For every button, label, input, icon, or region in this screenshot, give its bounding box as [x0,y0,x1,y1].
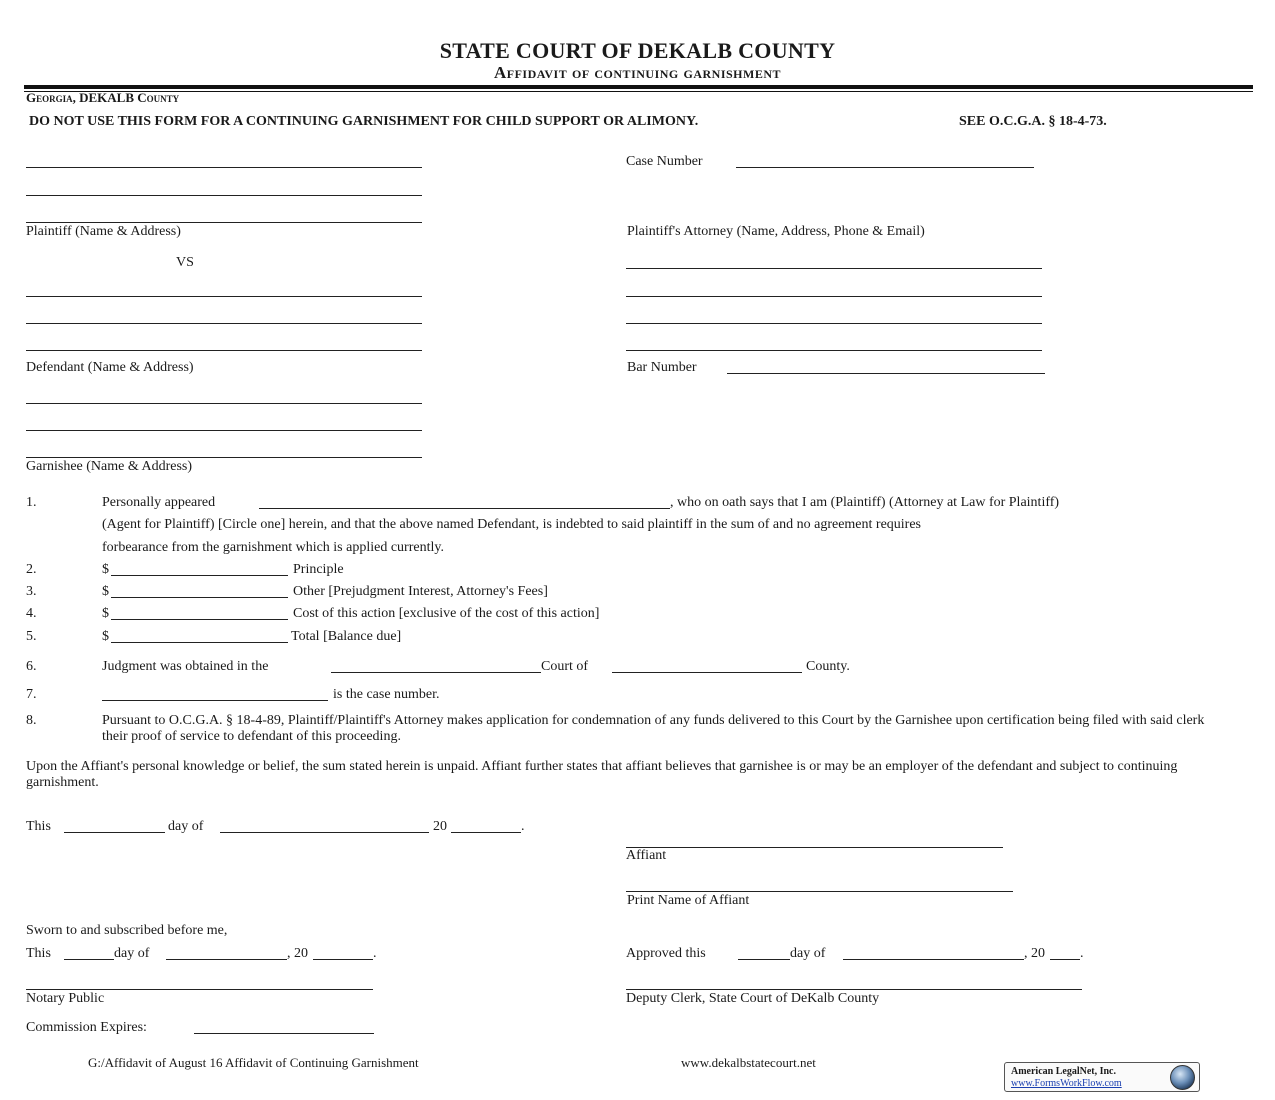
judgment-court-field[interactable] [331,672,541,673]
year-prefix: 20 [433,819,447,834]
plaintiff-line-2[interactable] [26,195,422,196]
period: . [521,819,525,834]
globe-icon [1170,1065,1195,1090]
item-8-number: 8. [26,713,37,728]
commission-date-field[interactable] [194,1033,374,1034]
garnishee-label: Garnishee (Name & Address) [26,459,193,474]
item-7-number: 7. [26,687,37,702]
item-2-number: 2. [26,562,37,577]
dollar-sign: $ [102,629,109,644]
item-5-text: Total [Balance due] [291,629,402,644]
judgment-county-field[interactable] [612,672,802,673]
notary-year-field[interactable] [313,959,373,960]
item-3-text: Other [Prejudgment Interest, Attorney's Fees] [293,584,548,599]
plaintiff-line-3[interactable] [26,222,422,223]
plaintiff-line-1[interactable] [26,167,422,168]
affiant-statement: Upon the Affiant's personal knowledge or belief, the sum stated herein is unpaid. Affiant further states that affiant believes that garnishee is or may be an employer of the defendant and subject to continuing garnishment. [26,759,1178,790]
approved-period: . [1080,946,1084,961]
footer-website[interactable]: www.dekalbstatecourt.net [681,1055,816,1070]
day-of-label: day of [168,819,204,834]
principle-amount-field[interactable] [111,575,288,576]
defendant-line-3[interactable] [26,350,422,351]
attorney-line-3[interactable] [626,323,1042,324]
other-amount-field[interactable] [111,597,288,598]
header-rule-thin [24,91,1253,92]
defendant-line-1[interactable] [26,296,422,297]
item-7-text: is the case number. [333,687,440,702]
form-title: Affidavit of continuing garnishment [494,63,781,82]
logo-url[interactable]: www.FormsWorkFlow.com [1011,1078,1122,1089]
item-1-text-c: (Agent for Plaintiff) [Circle one] herein, and that the above named Defendant, is indebted to said plaintiff in the sum of and no agreement requires [102,517,921,532]
attorney-label: Plaintiff's Attorney (Name, Address, Phone & Email) [627,224,925,239]
item-8-text: Pursuant to O.C.G.A. § 18-4-89, Plaintiff/Plaintiff's Attorney makes application for condemnation of any funds delivered to this Court by the Garnishee upon certification being filed with said clerk their proof of service to defendant of this proceeding. [102,713,1205,744]
item-6-text-c: County. [806,659,850,674]
print-name-label: Print Name of Affiant [627,893,750,908]
deputy-clerk-label: Deputy Clerk, State Court of DeKalb County [626,991,880,1006]
approved-month-field[interactable] [843,959,1024,960]
approved-day-of-label: day of [790,946,826,961]
bar-number-label: Bar Number [627,360,697,375]
appeared-name-field[interactable] [259,508,670,509]
dollar-sign: $ [102,606,109,621]
versus-label: VS [176,255,194,270]
affiant-print-name-field[interactable] [626,891,1013,892]
dollar-sign: $ [102,584,109,599]
case-number-field[interactable] [736,167,1034,168]
american-legalnet-logo[interactable] [1004,1062,1200,1092]
header-rule-thick [24,85,1253,89]
approved-label: Approved this [626,946,706,961]
attorney-line-2[interactable] [626,296,1042,297]
notary-period: . [373,946,377,961]
item-1-text-a: Personally appeared [102,495,216,510]
notary-year-prefix: , 20 [287,946,308,961]
warning-reference: SEE O.C.G.A. § 18-4-73. [959,114,1107,129]
year-field[interactable] [451,832,521,833]
month-field[interactable] [220,832,429,833]
garnishee-line-3[interactable] [26,457,422,458]
approved-year-field[interactable] [1050,959,1080,960]
total-amount-field[interactable] [111,642,288,643]
notary-this-label: This [26,946,51,961]
notary-day-of-label: day of [114,946,150,961]
plaintiff-label: Plaintiff (Name & Address) [26,224,181,239]
item-4-text: Cost of this action [exclusive of the cost of this action] [293,606,600,621]
logo-company-name: American LegalNet, Inc. [1011,1066,1116,1077]
notary-signature-field[interactable] [26,989,373,990]
day-field[interactable] [64,832,165,833]
affiant-signature-field[interactable] [626,847,1003,848]
approved-day-field[interactable] [738,959,790,960]
approved-year-prefix: , 20 [1024,946,1045,961]
dollar-sign: $ [102,562,109,577]
item-1-number: 1. [26,495,37,510]
cost-amount-field[interactable] [111,619,288,620]
commission-label: Commission Expires: [26,1020,147,1035]
court-title: STATE COURT OF DEKALB COUNTY [439,38,836,63]
item-6-number: 6. [26,659,37,674]
item-5-number: 5. [26,629,37,644]
garnishee-line-2[interactable] [26,430,422,431]
item-3-number: 3. [26,584,37,599]
attorney-line-1[interactable] [626,268,1042,269]
footer-file-path: G:/Affidavit of August 16 Affidavit of Continuing Garnishment [88,1055,419,1070]
item-1-text-b: , who on oath says that I am (Plaintiff) (Attorney at Law for Plaintiff) [670,495,1060,510]
item-6-text-a: Judgment was obtained in the [102,659,269,674]
case-number-label: Case Number [626,154,703,169]
sworn-label: Sworn to and subscribed before me, [26,923,228,938]
item-4-number: 4. [26,606,37,621]
this-label: This [26,819,51,834]
defendant-line-2[interactable] [26,323,422,324]
item-1-text-d: forbearance from the garnishment which is applied currently. [102,540,444,555]
bar-number-field[interactable] [727,373,1045,374]
defendant-label: Defendant (Name & Address) [26,360,194,375]
item-2-text: Principle [293,562,344,577]
attorney-line-4[interactable] [626,350,1042,351]
jurisdiction: Georgia, DEKALB County [26,90,180,105]
item-6-text-b: Court of [541,659,589,674]
judgment-case-number-field[interactable] [102,700,328,701]
notary-day-field[interactable] [64,959,114,960]
deputy-signature-field[interactable] [626,989,1082,990]
garnishee-line-1[interactable] [26,403,422,404]
notary-label: Notary Public [26,991,105,1006]
affiant-label: Affiant [626,848,667,863]
notary-month-field[interactable] [166,959,287,960]
warning-text: DO NOT USE THIS FORM FOR A CONTINUING GARNISHMENT FOR CHILD SUPPORT OR ALIMONY. [29,114,699,129]
